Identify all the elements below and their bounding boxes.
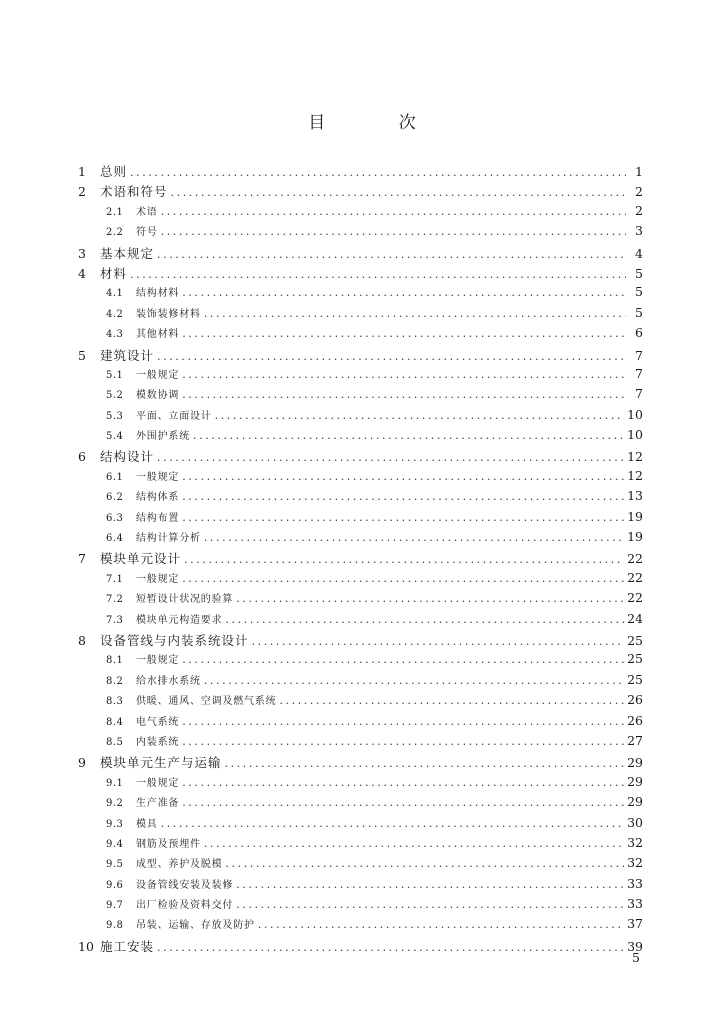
toc-entry-number: 4 <box>78 265 86 281</box>
toc-entry-number: 8.1 <box>106 655 124 667</box>
toc-entry-page: 25 <box>627 632 643 648</box>
toc-section-entry[interactable] <box>78 672 643 692</box>
toc-entry-title: 结构体系 <box>136 492 180 504</box>
toc-entry-title: 结构设计 <box>100 449 155 465</box>
toc-section-entry[interactable] <box>78 509 643 529</box>
dot-leader <box>182 653 624 666</box>
toc-entry-title: 设备管线安装及装修 <box>136 879 234 891</box>
toc-entry-number: 2.2 <box>106 227 124 239</box>
toc-entry-title: 结构布置 <box>136 512 180 524</box>
dot-leader <box>182 511 624 524</box>
toc-entry-number: 7.1 <box>106 573 124 585</box>
toc-entry-title: 其他材料 <box>136 329 180 341</box>
toc-section-entry[interactable] <box>78 794 643 814</box>
toc-entry-title: 模块单元构造要求 <box>136 614 223 626</box>
dot-leader <box>182 776 624 789</box>
toc-entry-title: 模块单元设计 <box>100 551 182 567</box>
toc-entry-title: 结构材料 <box>136 288 180 300</box>
toc-entry-page: 7 <box>635 347 643 363</box>
toc-entry-page: 22 <box>627 569 643 585</box>
toc-entry-title: 一般规定 <box>136 471 180 483</box>
toc-entry-page: 5 <box>635 265 643 281</box>
dot-leader <box>225 613 624 626</box>
page-number: 5 <box>632 950 640 965</box>
dot-leader <box>182 572 624 585</box>
toc-entry-title: 一般规定 <box>136 655 180 667</box>
toc-entry-title: 内装系统 <box>136 736 180 748</box>
toc-entry-page: 13 <box>627 488 643 504</box>
toc-entry-title: 出厂检验及资料交付 <box>136 900 234 912</box>
toc-entry-title: 材料 <box>100 265 128 281</box>
toc-entry-title: 钢筋及预埋件 <box>136 838 201 850</box>
dot-leader <box>204 307 626 320</box>
toc-entry-number: 8.4 <box>106 716 124 728</box>
dot-leader <box>130 166 626 179</box>
toc-section-entry[interactable] <box>78 692 643 712</box>
toc-entry-title: 结构计算分析 <box>136 533 201 545</box>
toc-section-entry[interactable] <box>78 815 643 835</box>
toc-section-entry[interactable] <box>78 488 643 508</box>
toc-section-entry[interactable] <box>78 203 643 223</box>
toc-entry-page: 2 <box>635 202 643 218</box>
toc-entry-title: 给水排水系统 <box>136 675 201 687</box>
toc-entry-title: 术语和符号 <box>100 184 168 200</box>
toc-entry-page: 4 <box>635 245 643 261</box>
dot-leader <box>252 635 625 648</box>
toc-entry-page: 7 <box>635 365 643 381</box>
dot-leader <box>171 186 626 199</box>
toc-entry-number: 9.3 <box>106 818 124 830</box>
toc-section-entry[interactable] <box>78 427 643 447</box>
dot-leader <box>204 837 624 850</box>
toc-section-entry[interactable] <box>78 896 643 916</box>
toc-entry-page: 5 <box>635 284 643 300</box>
toc-entry-number: 9.1 <box>106 777 124 789</box>
toc-section-entry[interactable] <box>78 407 643 427</box>
toc-chapter-entry[interactable] <box>78 937 643 957</box>
dot-leader <box>182 286 626 299</box>
dot-leader <box>182 388 626 401</box>
dot-leader <box>157 941 624 954</box>
toc-entry-title: 短暂设计状况的验算 <box>136 594 234 606</box>
toc-chapter-entry[interactable] <box>78 631 643 651</box>
toc-section-entry[interactable] <box>78 386 643 406</box>
toc-entry-number: 10 <box>78 938 94 954</box>
toc-entry-page: 26 <box>627 692 643 708</box>
toc-entry-title: 一般规定 <box>136 369 180 381</box>
toc-chapter-entry[interactable] <box>78 447 643 467</box>
toc-entry-page: 10 <box>627 406 643 422</box>
toc-title: 目 次 <box>308 113 450 133</box>
dot-leader <box>161 817 624 830</box>
dot-leader <box>225 857 624 870</box>
dot-leader <box>182 470 624 483</box>
toc-entry-title: 生产准备 <box>136 798 180 810</box>
dot-leader <box>161 225 626 238</box>
toc-chapter-entry[interactable] <box>78 264 643 284</box>
toc-entry-title: 装饰装修材料 <box>136 308 201 320</box>
toc-entry-title: 电气系统 <box>136 716 180 728</box>
toc-entry-number: 8.3 <box>106 696 124 708</box>
toc-entry-title: 基本规定 <box>100 245 155 261</box>
toc-chapter-entry[interactable] <box>78 162 643 182</box>
toc-entry-number: 9 <box>78 755 86 771</box>
toc-entry-page: 39 <box>627 938 643 954</box>
toc-section-entry[interactable] <box>78 733 643 753</box>
toc-section-entry[interactable] <box>78 651 643 671</box>
toc-entry-title: 一般规定 <box>136 573 180 585</box>
toc-entry-number: 6.1 <box>106 471 124 483</box>
toc-entry-page: 32 <box>627 855 643 871</box>
toc-entry-title: 成型、养护及脱模 <box>136 859 223 871</box>
toc-entry-title: 一般规定 <box>136 777 180 789</box>
toc-entry-page: 19 <box>627 529 643 545</box>
toc-section-entry[interactable] <box>78 570 643 590</box>
dot-leader <box>157 248 626 261</box>
toc-entry-number: 7.2 <box>106 594 124 606</box>
toc-entry-page: 30 <box>627 814 643 830</box>
toc-entry-number: 6.3 <box>106 512 124 524</box>
toc-entry-page: 26 <box>627 712 643 728</box>
toc-entry-page: 33 <box>627 875 643 891</box>
dot-leader <box>157 350 626 363</box>
toc-entry-number: 5.4 <box>106 431 124 443</box>
toc-entry-page: 29 <box>627 755 643 771</box>
toc-section-entry[interactable] <box>78 284 643 304</box>
toc-entry-page: 2 <box>635 184 643 200</box>
toc-entry-page: 10 <box>627 427 643 443</box>
toc-entry-page: 5 <box>635 304 643 320</box>
toc-entry-title: 建筑设计 <box>100 347 155 363</box>
toc-entry-number: 4.3 <box>106 329 124 341</box>
toc-chapter-entry[interactable] <box>78 244 643 264</box>
toc-section-entry[interactable] <box>78 876 643 896</box>
toc-chapter-entry[interactable] <box>78 182 643 202</box>
toc-entry-number: 9.8 <box>106 920 124 932</box>
toc-entry-page: 25 <box>627 651 643 667</box>
toc-chapter-entry[interactable] <box>78 753 643 773</box>
toc-section-entry[interactable] <box>78 916 643 936</box>
dot-leader <box>258 918 624 931</box>
dot-leader <box>182 368 626 381</box>
toc-entry-page: 22 <box>627 590 643 606</box>
toc-entry-title: 供暖、通风、空调及燃气系统 <box>136 696 277 708</box>
toc-entry-number: 2 <box>78 184 86 200</box>
toc-entry-number: 9.7 <box>106 900 124 912</box>
dot-leader <box>182 490 624 503</box>
dot-leader <box>130 268 626 281</box>
toc-entry-title: 符号 <box>136 227 158 239</box>
toc-section-entry[interactable] <box>78 325 643 345</box>
toc-entry-number: 9.6 <box>106 879 124 891</box>
toc-entry-number: 3 <box>78 245 86 261</box>
toc-entry-page: 25 <box>627 671 643 687</box>
toc-entry-page: 33 <box>627 896 643 912</box>
dot-leader <box>193 429 624 442</box>
toc-section-entry[interactable] <box>78 305 643 325</box>
toc-entry-page: 7 <box>635 386 643 402</box>
toc-entry-page: 12 <box>627 449 643 465</box>
toc-section-entry[interactable] <box>78 835 643 855</box>
dot-leader <box>236 878 624 891</box>
toc-entry-number: 8.5 <box>106 736 124 748</box>
dot-leader <box>182 327 626 340</box>
dot-leader <box>161 205 626 218</box>
toc-section-entry[interactable] <box>78 529 643 549</box>
toc-section-entry[interactable] <box>78 774 643 794</box>
toc-entry-number: 4.1 <box>106 288 124 300</box>
toc-entry-page: 24 <box>627 610 643 626</box>
dot-leader <box>236 592 624 605</box>
toc-entry-page: 29 <box>627 794 643 810</box>
dot-leader <box>182 735 624 748</box>
toc-entry-title: 施工安装 <box>100 938 155 954</box>
toc-entry-page: 32 <box>627 834 643 850</box>
toc-entry-page: 12 <box>627 467 643 483</box>
toc-entry-number: 8.2 <box>106 675 124 687</box>
dot-leader <box>225 757 625 770</box>
toc-entry-number: 9.5 <box>106 859 124 871</box>
toc-entry-page: 6 <box>635 325 643 341</box>
toc-entry-number: 5.2 <box>106 390 124 402</box>
dot-leader <box>157 451 624 464</box>
toc-entry-title: 吊装、运输、存放及防护 <box>136 920 255 932</box>
toc-section-entry[interactable] <box>78 611 643 631</box>
toc-entry-title: 总则 <box>100 164 128 179</box>
toc-entry-page: 1 <box>635 164 643 179</box>
toc-entry-page: 29 <box>627 773 643 789</box>
toc-entry-number: 4.2 <box>106 308 124 320</box>
toc-entry-number: 2.1 <box>106 206 124 218</box>
toc-entry-number: 8 <box>78 632 86 648</box>
dot-leader <box>182 715 624 728</box>
dot-leader <box>184 553 624 566</box>
toc-list <box>78 162 643 957</box>
toc-entry-page: 37 <box>627 916 643 932</box>
toc-entry-number: 6 <box>78 449 86 465</box>
toc-section-entry[interactable] <box>78 223 643 243</box>
toc-section-entry[interactable] <box>78 713 643 733</box>
toc-entry-page: 19 <box>627 508 643 524</box>
toc-entry-title: 外围护系统 <box>136 431 190 443</box>
toc-entry-title: 术语 <box>136 206 158 218</box>
toc-entry-number: 9.4 <box>106 838 124 850</box>
toc-section-entry[interactable] <box>78 855 643 875</box>
toc-section-entry[interactable] <box>78 366 643 386</box>
toc-section-entry[interactable] <box>78 590 643 610</box>
toc-entry-title: 设备管线与内装系统设计 <box>100 632 249 648</box>
dot-leader <box>204 531 624 544</box>
toc-entry-page: 27 <box>627 732 643 748</box>
toc-entry-number: 1 <box>78 164 86 179</box>
toc-entry-number: 9.2 <box>106 798 124 810</box>
toc-entry-number: 6.4 <box>106 533 124 545</box>
dot-leader <box>236 898 624 911</box>
toc-section-entry[interactable] <box>78 468 643 488</box>
dot-leader <box>182 796 624 809</box>
dot-leader <box>204 674 624 687</box>
toc-entry-title: 模块单元生产与运输 <box>100 755 222 771</box>
dot-leader <box>215 409 624 422</box>
toc-entry-page: 22 <box>627 551 643 567</box>
toc-entry-title: 模具 <box>136 818 158 830</box>
toc-entry-number: 6.2 <box>106 492 124 504</box>
toc-entry-number: 7.3 <box>106 614 124 626</box>
toc-entry-title: 模数协调 <box>136 390 180 402</box>
toc-entry-page: 3 <box>635 223 643 239</box>
toc-entry-number: 5 <box>78 347 86 363</box>
dot-leader <box>279 694 624 707</box>
toc-chapter-entry[interactable] <box>78 346 643 366</box>
toc-entry-number: 5.1 <box>106 369 124 381</box>
toc-entry-number: 7 <box>78 551 86 567</box>
toc-entry-title: 平面、立面设计 <box>136 410 212 422</box>
toc-chapter-entry[interactable] <box>78 549 643 569</box>
toc-entry-number: 5.3 <box>106 410 124 422</box>
